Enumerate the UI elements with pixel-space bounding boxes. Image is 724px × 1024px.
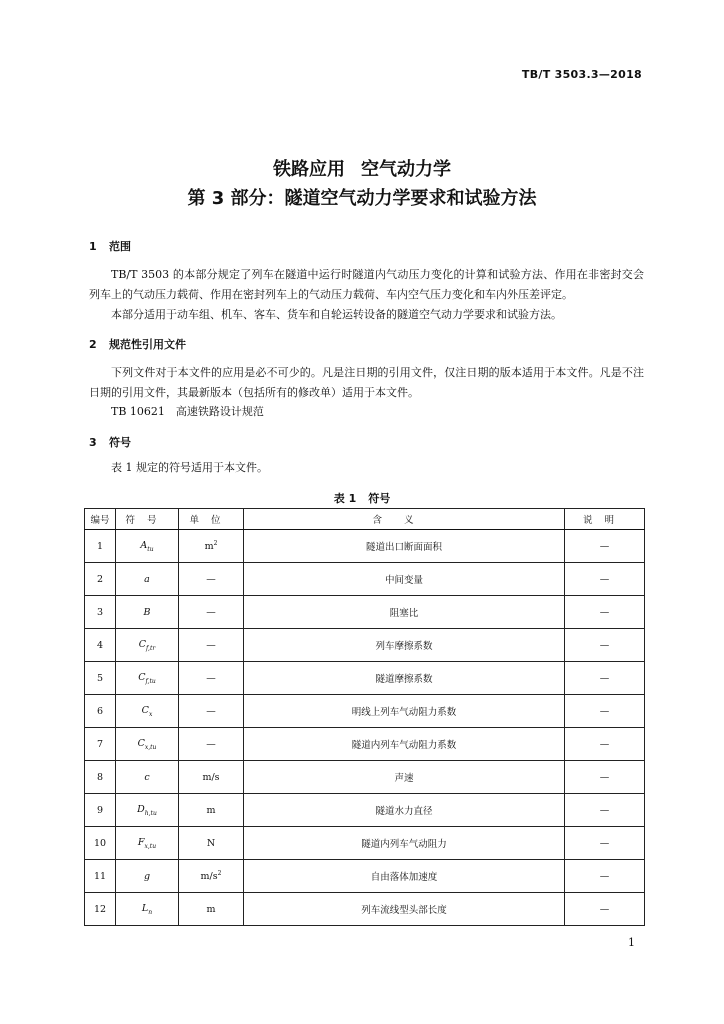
unit-base: m/s — [200, 871, 218, 883]
cell-no: 10 — [85, 827, 116, 860]
cell-meaning: 阻塞比 — [244, 596, 565, 629]
cell-symbol — [116, 629, 179, 662]
table-caption — [0, 490, 724, 506]
cell-meaning: 列车流线型头部长度 — [244, 893, 565, 926]
symbol-base: C — [141, 704, 149, 716]
cell-note: — — [565, 596, 645, 629]
unit-base: m/s — [202, 771, 220, 783]
cell-no: 3 — [85, 596, 116, 629]
cell-symbol — [116, 827, 179, 860]
cell-unit — [179, 563, 244, 596]
table-header-row — [85, 509, 645, 530]
symbol-subscript: x — [148, 710, 153, 718]
cell-symbol — [116, 794, 179, 827]
unit-superscript: 2 — [217, 869, 222, 877]
unit-base: — — [206, 639, 216, 651]
unit-base: — — [206, 738, 216, 750]
section-1-paragraph-2: 本部分适用于动车组、机车、客车、货车和自轮运转设备的隧道空气动力学要求和试验方法。 — [111, 308, 562, 321]
symbol-base: A — [140, 539, 148, 551]
cell-symbol — [116, 893, 179, 926]
table-row — [85, 596, 645, 629]
cell-symbol — [116, 860, 179, 893]
cell-note: — — [565, 860, 645, 893]
standard-number: TB/T 3503.3—2018 — [521, 68, 642, 81]
document-title-line2: 第 3 部分：隧道空气动力学要求和试验方法 — [187, 188, 537, 209]
cell-meaning: 隧道水力直径 — [244, 794, 565, 827]
symbol-subscript: f,tr — [146, 644, 156, 652]
cell-meaning: 隧道出口断面面积 — [244, 530, 565, 563]
cell-note: — — [565, 563, 645, 596]
unit-base: — — [206, 573, 216, 585]
section-number: 1 — [89, 240, 97, 253]
table-row — [85, 563, 645, 596]
symbol-base: C — [138, 671, 146, 683]
symbol-subscript: x,tu — [144, 743, 157, 751]
cell-note: — — [565, 728, 645, 761]
unit-base: — — [206, 705, 216, 717]
document-title-line1 — [0, 155, 724, 181]
cell-unit — [179, 728, 244, 761]
cell-no: 11 — [85, 860, 116, 893]
cell-unit — [179, 893, 244, 926]
cell-symbol — [116, 695, 179, 728]
cell-note: — — [565, 827, 645, 860]
unit-base: m — [206, 804, 216, 816]
symbol-base: B — [143, 606, 151, 618]
section-2-paragraph-1: 下列文件对于本文件的应用是必不可少的。凡是注日期的引用文件，仅注日期的版本适用于本文件。凡是不注日期的引用文件，其最新版本（包括所有的修改单）适用于本文件。 — [89, 366, 644, 399]
cell-unit — [179, 596, 244, 629]
symbol-subscript: h,tu — [144, 809, 157, 817]
cell-meaning: 隧道内列车气动阻力 — [244, 827, 565, 860]
symbol-base: C — [137, 737, 145, 749]
cell-no: 6 — [85, 695, 116, 728]
table-row — [85, 662, 645, 695]
cell-note: — — [565, 662, 645, 695]
page-number: 1 — [628, 936, 635, 949]
title-part-b: 空气动力学 — [361, 159, 451, 180]
cell-meaning: 自由落体加速度 — [244, 860, 565, 893]
symbol-subscript: x,tu — [144, 842, 157, 850]
cell-symbol — [116, 596, 179, 629]
cell-symbol — [116, 530, 179, 563]
cell-symbol — [116, 761, 179, 794]
cell-no: 12 — [85, 893, 116, 926]
section-title: 范围 — [109, 240, 131, 253]
table-row — [85, 893, 645, 926]
symbol-base: F — [137, 836, 145, 848]
unit-superscript: 2 — [213, 539, 218, 547]
header-no: 编号 — [85, 509, 116, 530]
cell-unit — [179, 761, 244, 794]
cell-note: — — [565, 695, 645, 728]
cell-unit — [179, 662, 244, 695]
symbols-table — [84, 508, 645, 926]
cell-no: 4 — [85, 629, 116, 662]
symbol-base: D — [137, 803, 145, 815]
header-unit: 单位 — [179, 509, 244, 530]
section-1-heading — [89, 238, 131, 254]
cell-no: 7 — [85, 728, 116, 761]
cell-unit — [179, 629, 244, 662]
cell-no: 1 — [85, 530, 116, 563]
table-row — [85, 728, 645, 761]
header-symbol: 符号 — [116, 509, 179, 530]
table-row — [85, 629, 645, 662]
section-1-paragraph-1: TB/T 3503 的本部分规定了列车在隧道中运行时隧道内气动压力变化的计算和试验方法、作用在非密封交会列车上的气动压力载荷、作用在密封列车上的气动压力载荷、车内空气压力变化和车内外压差评定。 — [89, 268, 644, 301]
unit-base: — — [206, 672, 216, 684]
cell-note: — — [565, 893, 645, 926]
cell-unit — [179, 530, 244, 563]
cell-no: 8 — [85, 761, 116, 794]
unit-base: m — [204, 541, 214, 553]
symbol-base: g — [143, 870, 151, 882]
unit-base: — — [206, 606, 216, 618]
section-2-heading — [89, 336, 186, 352]
table-row — [85, 860, 645, 893]
cell-note: — — [565, 794, 645, 827]
table-row — [85, 827, 645, 860]
symbol-base: a — [144, 573, 150, 585]
cell-meaning: 中间变量 — [244, 563, 565, 596]
table-row — [85, 794, 645, 827]
table-caption-label: 表 1 — [333, 492, 357, 505]
cell-no: 2 — [85, 563, 116, 596]
title-part-a: 铁路应用 — [273, 159, 345, 180]
cell-meaning: 隧道内列车气动阻力系数 — [244, 728, 565, 761]
section-number: 3 — [89, 436, 97, 449]
table-row — [85, 761, 645, 794]
symbol-base: C — [138, 638, 147, 650]
table-caption-title: 符号 — [368, 492, 391, 505]
cell-unit — [179, 695, 244, 728]
cell-note: — — [565, 530, 645, 563]
section-number: 2 — [89, 338, 97, 351]
symbol-base: L — [141, 902, 149, 914]
unit-base: N — [206, 837, 216, 849]
cell-note: — — [565, 761, 645, 794]
section-title: 符号 — [109, 436, 131, 449]
cell-symbol — [116, 662, 179, 695]
table-row — [85, 530, 645, 563]
unit-base: m — [206, 903, 216, 915]
cell-unit — [179, 860, 244, 893]
cell-unit — [179, 827, 244, 860]
symbol-subscript: tu — [147, 545, 154, 553]
cell-symbol — [116, 563, 179, 596]
cell-no: 9 — [85, 794, 116, 827]
cell-meaning: 列车摩擦系数 — [244, 629, 565, 662]
cell-meaning: 明线上列车气动阻力系数 — [244, 695, 565, 728]
symbol-base: c — [144, 771, 150, 783]
symbol-subscript: f,tu — [145, 677, 156, 685]
table-row — [85, 695, 645, 728]
normative-reference: TB 10621 高速铁路设计规范 — [111, 405, 264, 418]
section-3-paragraph-1: 表 1 规定的符号适用于本文件。 — [111, 461, 268, 474]
cell-unit — [179, 794, 244, 827]
header-note: 说明 — [565, 509, 645, 530]
cell-note: — — [565, 629, 645, 662]
cell-meaning: 隧道摩擦系数 — [244, 662, 565, 695]
section-title: 规范性引用文件 — [109, 338, 186, 351]
cell-symbol — [116, 728, 179, 761]
cell-meaning: 声速 — [244, 761, 565, 794]
cell-no: 5 — [85, 662, 116, 695]
section-3-heading — [89, 434, 131, 450]
symbol-subscript: n — [148, 908, 153, 916]
header-meaning: 含义 — [244, 509, 565, 530]
